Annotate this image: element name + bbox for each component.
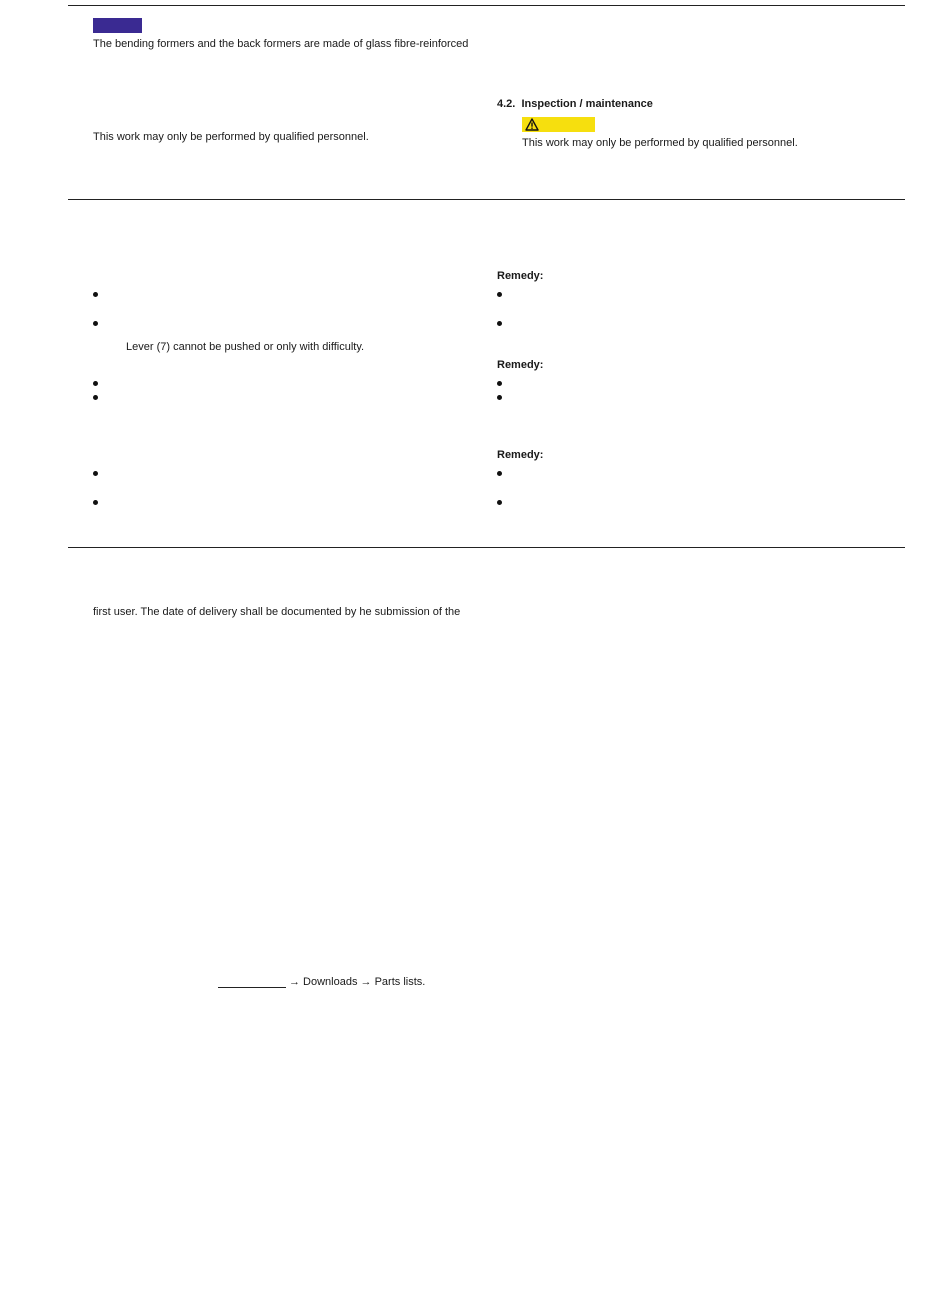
bullet xyxy=(497,471,502,476)
bullet xyxy=(93,321,98,326)
bullet xyxy=(93,381,98,386)
bullet xyxy=(497,500,502,505)
bullet xyxy=(497,381,502,386)
heading-title: Inspection / maintenance xyxy=(521,98,653,110)
material-note-text: The bending formers and the back formers are made of glass fibre-reinforced xyxy=(93,38,469,50)
section-heading-inspection xyxy=(497,98,653,111)
section-divider-2 xyxy=(68,547,905,548)
bullet xyxy=(93,471,98,476)
bullet xyxy=(93,292,98,297)
bullet xyxy=(497,321,502,326)
section-divider-1 xyxy=(68,199,905,200)
top-rule xyxy=(68,5,905,6)
remedy-label-1: Remedy: xyxy=(497,270,544,282)
lever-problem-text: Lever (7) cannot be pushed or only with difficulty. xyxy=(126,341,365,353)
qualified-personnel-notice-left: This work may only be performed by qualified personnel. xyxy=(93,131,369,143)
parts-list-path: → Downloads → Parts lists. xyxy=(289,976,426,988)
bullet xyxy=(497,292,502,297)
bullet xyxy=(497,395,502,400)
bullet xyxy=(93,395,98,400)
qualified-personnel-notice-right: This work may only be performed by qualified personnel. xyxy=(522,137,798,149)
website-link-underline[interactable] xyxy=(218,987,286,988)
note-badge xyxy=(93,18,142,33)
warranty-text: first user. The date of delivery shall be documented by he submission of the xyxy=(93,606,461,618)
remedy-label-2: Remedy: xyxy=(497,359,544,371)
remedy-label-3: Remedy: xyxy=(497,449,544,461)
heading-number: 4.2. xyxy=(497,98,516,110)
bullet xyxy=(93,500,98,505)
warning-badge xyxy=(522,117,595,132)
warning-triangle-icon xyxy=(525,118,539,131)
